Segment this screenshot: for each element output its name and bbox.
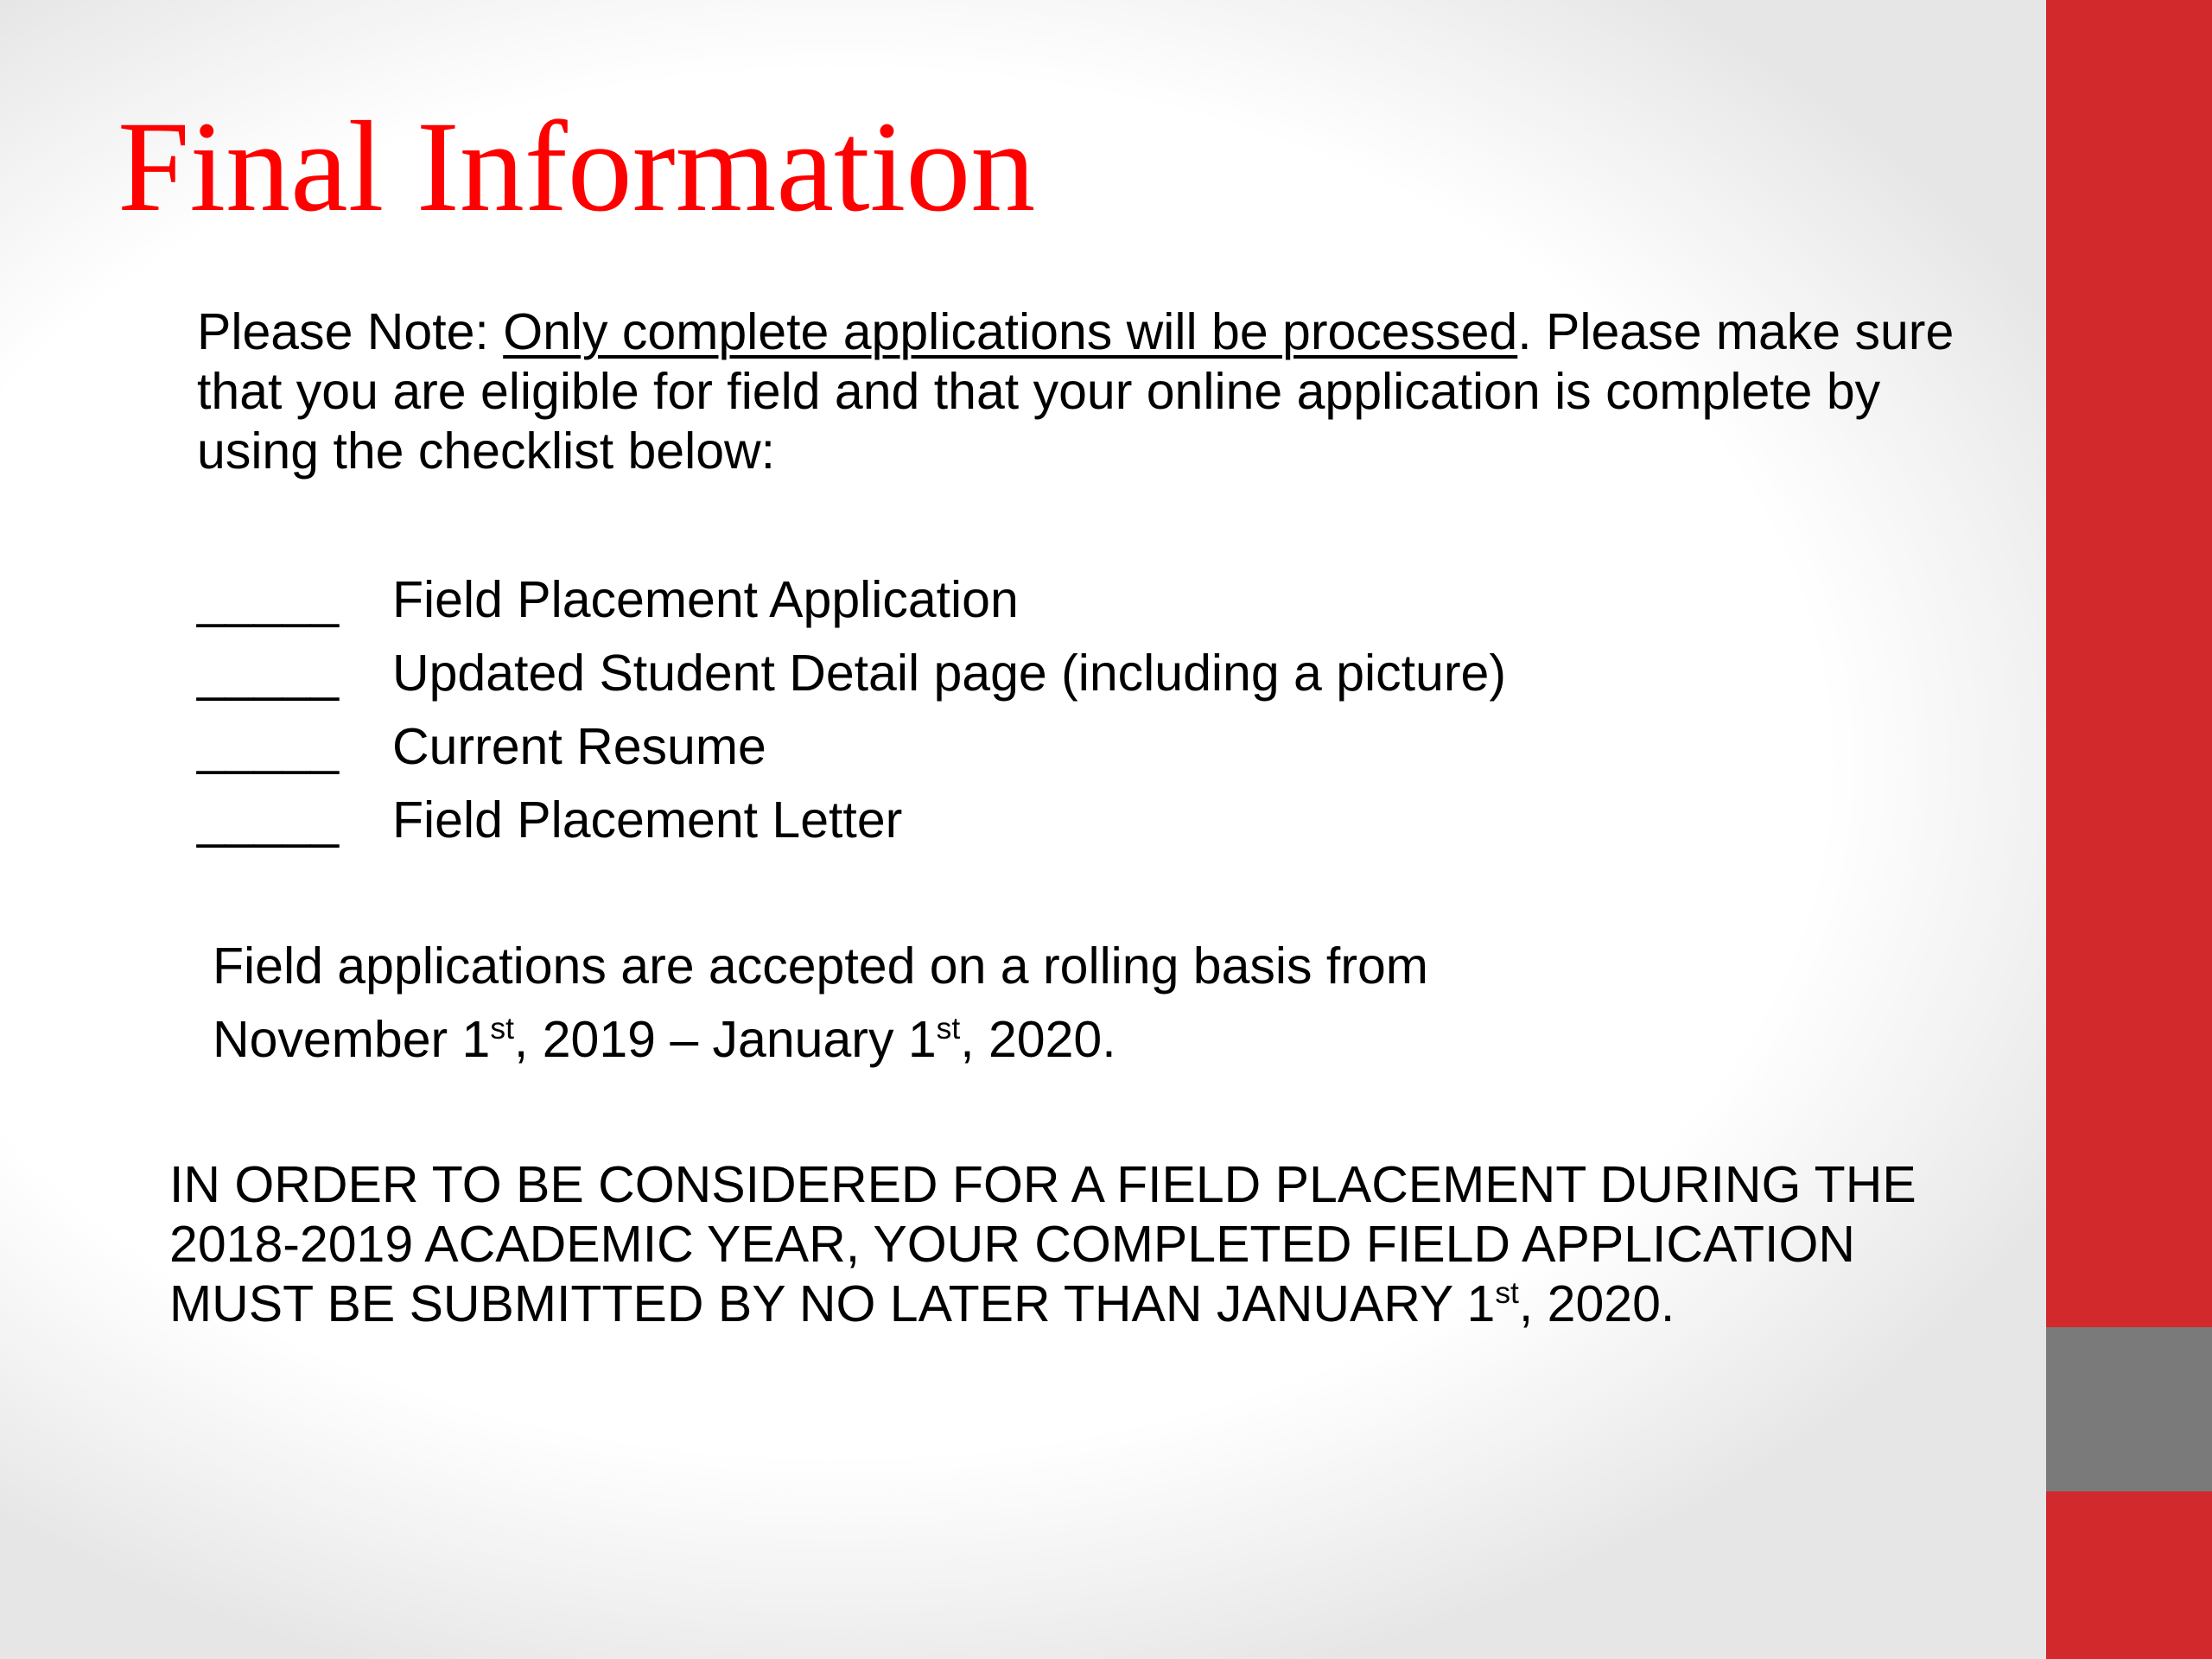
checklist-item-label: Updated Student Detail page (including a picture) — [392, 645, 1506, 702]
checklist-blank-line: _____ — [197, 791, 340, 849]
ordinal-suffix: st — [490, 1010, 514, 1046]
deadline-paragraph — [169, 1155, 1916, 1334]
checklist-blank-line: _____ — [197, 718, 340, 775]
checklist-blank-line: _____ — [197, 571, 340, 628]
ordinal-suffix: st — [1495, 1274, 1519, 1310]
rolling-date-b: , 2019 – January 1 — [513, 1011, 937, 1068]
checklist-item-label: Field Placement Application — [392, 571, 1019, 628]
please-note-paragraph — [197, 302, 1977, 481]
rolling-date-end: , 2020. — [960, 1011, 1116, 1068]
checklist-blank-line: _____ — [197, 645, 340, 702]
deadline-line-2: 2018-2019 ACADEMIC YEAR, YOUR COMPLETED FIELD APPLICATION — [169, 1216, 1855, 1273]
checklist-item — [197, 784, 1506, 857]
rolling-date-a: November 1 — [213, 1011, 491, 1068]
checklist — [197, 563, 1506, 857]
rolling-line-1: Field applications are accepted on a rolling basis from — [213, 938, 1428, 995]
side-accent-bar — [2046, 0, 2212, 1659]
checklist-item-label: Field Placement Letter — [392, 791, 903, 849]
rolling-basis-paragraph — [213, 930, 1428, 1077]
checklist-item — [197, 710, 1506, 784]
note-prefix: Please Note: — [197, 303, 504, 360]
note-suffix: . Please make sure that you are eligible for field and that your online application is complete by using the checklist below: — [197, 303, 1955, 480]
side-bar-gray — [2046, 1327, 2212, 1491]
deadline-line-1: IN ORDER TO BE CONSIDERED FOR A FIELD PLACEMENT DURING THE — [169, 1156, 1916, 1213]
slide-title: Final Information — [118, 95, 1036, 238]
checklist-item-label: Current Resume — [392, 718, 766, 775]
deadline-line-3a: MUST BE SUBMITTED BY NO LATER THAN JANUARY 1 — [169, 1275, 1496, 1332]
side-bar-red-bottom — [2046, 1491, 2212, 1659]
ordinal-suffix: st — [936, 1010, 961, 1046]
deadline-line-3b: , 2020. — [1518, 1275, 1675, 1332]
checklist-item — [197, 637, 1506, 710]
side-bar-red-top — [2046, 0, 2212, 1327]
note-underlined-text: Only complete applications will be processed — [503, 303, 1518, 360]
checklist-item — [197, 563, 1506, 637]
